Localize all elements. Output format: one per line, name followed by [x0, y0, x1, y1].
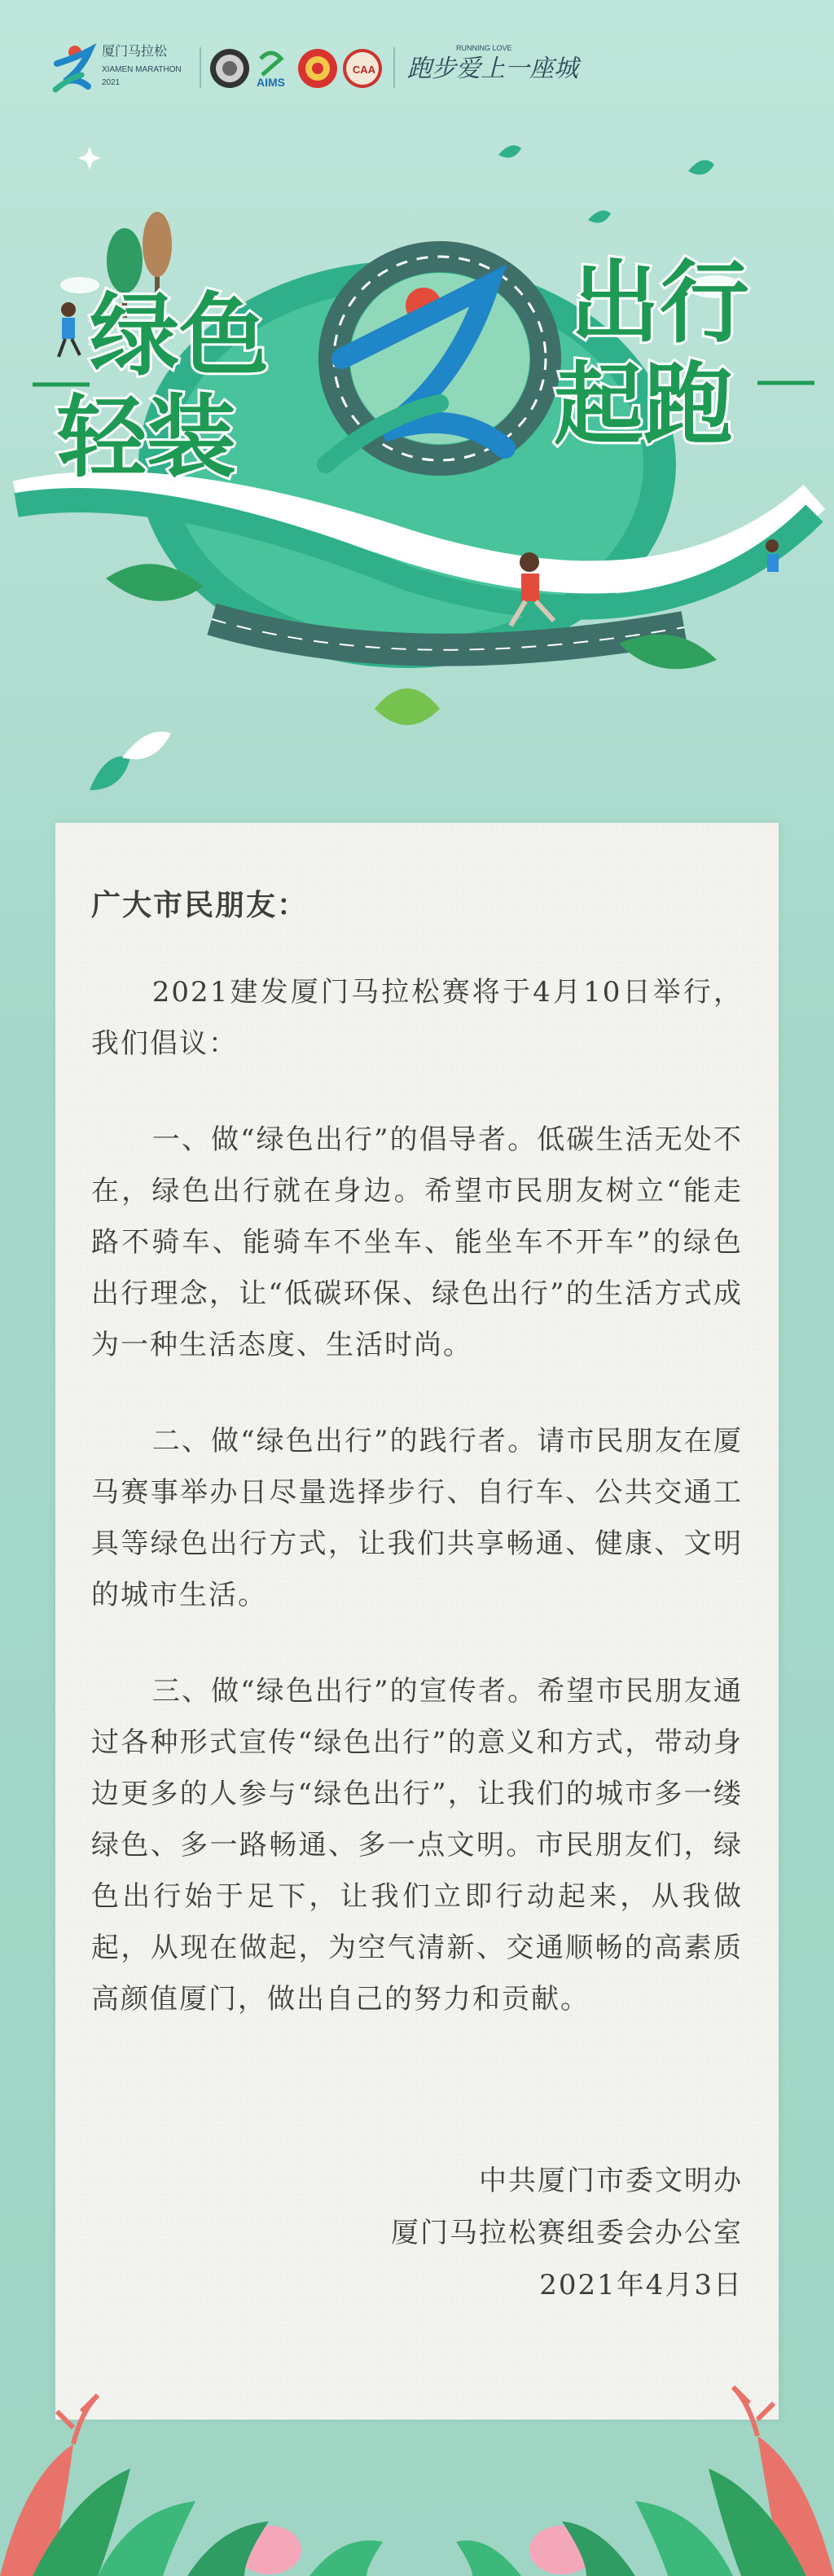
- event-logo-year: 2021: [102, 78, 121, 87]
- signature-date: 2021年4月3日: [539, 2269, 743, 2301]
- letter-greeting: 广大市民朋友：: [91, 888, 309, 922]
- leaf-icon: [498, 145, 521, 157]
- hero-line-4: 起跑: [554, 353, 733, 457]
- header-logos: [0, 0, 834, 138]
- leaf-icon: [688, 160, 714, 175]
- plants-right-icon: [529, 2387, 834, 2576]
- hero-line-1: 绿色: [90, 284, 269, 388]
- leaf-icon: [588, 210, 611, 222]
- event-logo-sub: XIAMEN MARATHON: [102, 65, 182, 74]
- plants-left-icon: [0, 2395, 301, 2576]
- aims-label: AIMS: [257, 76, 285, 89]
- red-emblem-icon: [298, 49, 337, 88]
- sparkle-icon: [78, 147, 101, 169]
- runner-figure-icon: [766, 539, 779, 572]
- signature-org-1: 中共厦门市委文明办: [479, 2165, 743, 2197]
- letter-paragraph-3: 三、做“绿色出行”的宣传者。希望市民朋友通过各种形式宣传“绿色出行”的意义和方式，带动身边更多的人参与“绿色出行”，让我们的城市多一缕绿色、多一路畅通、多一点文明。市民朋友们，绿色出行始于足下，让我们立即行动起来，从我做起，从现在做起，为空气清新、交通顺畅的高素质高颜值厦门，做出自己的努力和贡献。: [91, 1675, 743, 2016]
- hero-artwork: [0, 122, 834, 855]
- letter-paragraph-2: 二、做“绿色出行”的践行者。请市民朋友在厦马赛事举办日尽量选择步行、自行车、公共交通工具等绿色出行方式，让我们共享畅通、健康、文明的城市生活。: [91, 1425, 743, 1611]
- hero-line-3: 出行: [570, 251, 749, 355]
- plant-icon: [309, 2540, 383, 2576]
- signature-org-2: 厦门马拉松赛组委会办公室: [391, 2217, 743, 2249]
- hero-line-2: 轻装: [57, 385, 236, 490]
- caa-label: CAA: [352, 64, 376, 76]
- xiamen-marathon-logo: [55, 43, 182, 90]
- partner-badge-icon: [210, 49, 249, 88]
- slogan-text: 跑步爱上一座城: [407, 55, 578, 83]
- leaf-icon: [90, 756, 130, 790]
- letter-body: [91, 880, 743, 2025]
- letter-paragraph-1: 一、做“绿色出行”的倡导者。低碳生活无处不在，绿色出行就在身边。希望市民朋友树立“能走路不骑车、能骑车不坐车、能坐车不开车”的绿色出行理念，让“低碳环保、绿色出行”的生活方式成为一种生活态度、生活时尚。: [91, 1123, 743, 1361]
- leaf-icon: [375, 688, 440, 725]
- letter-signature: [91, 2155, 743, 2311]
- letter-intro: 2021建发厦门马拉松赛将于4月10日举行，我们倡议：: [91, 976, 743, 1060]
- caa-logo: [343, 49, 382, 88]
- runner-figure-icon: [59, 302, 80, 357]
- plant-icon: [456, 2540, 521, 2576]
- footer-plants: [0, 2346, 834, 2576]
- leaf-icon: [619, 635, 717, 670]
- leaf-icon: [122, 732, 171, 759]
- aims-logo: [257, 53, 285, 89]
- slogan-small-text: RUNNING LOVE: [456, 44, 512, 52]
- event-logo-title: 厦门马拉松: [102, 43, 168, 59]
